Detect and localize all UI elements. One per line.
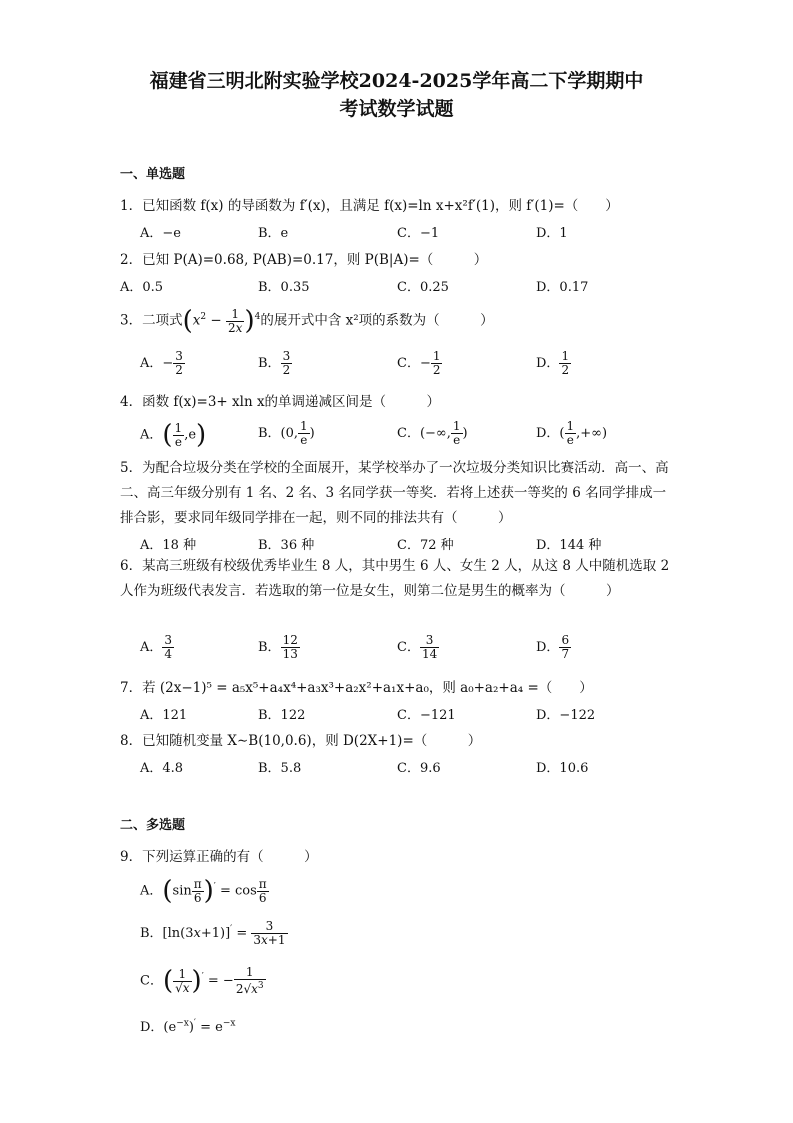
- doc-title-line2: 考试数学试题: [339, 98, 454, 120]
- question-1: 1．已知函数 f(x) 的导函数为 f′(x)，且满足 f(x)=ln x+x²f′(1)，则 f′(1)=（ ）: [120, 198, 619, 214]
- q8-option-a: A．4.8: [140, 761, 184, 776]
- q8-option-b: B．5.8: [258, 761, 302, 776]
- q2-option-c: C．0.25: [397, 280, 449, 295]
- q8-option-c: C．9.6: [397, 761, 441, 776]
- q7-option-a: A．121: [140, 708, 188, 723]
- question-4: 4．函数 f(x)=3+ xln x的单调递减区间是（ ）: [120, 394, 441, 410]
- question-5: 5．为配合垃圾分类在学校的全面展开，某学校举办了一次垃圾分类知识比赛活动．高一、高二、高三年级分别有 1 名、2 名、3 名同学获一等奖．若将上述获一等奖的 6 名同学排成一排合影，要求同年级同学排在一起，则不同的排法共有（ ）: [120, 460, 669, 526]
- q5-option-b: B．36 种: [258, 538, 315, 553]
- q7-option-b: B．122: [258, 708, 306, 723]
- doc-title-line1: 福建省三明北附实验学校2024-2025学年高二下学期期中: [149, 70, 644, 92]
- q3-option-d: D． $\frac{1}{2}$: [536, 349, 570, 377]
- q1-option-a: A．−e: [140, 226, 181, 241]
- q3-option-a: A．− $\frac{3}{2}$: [140, 349, 183, 377]
- question-2: 2．已知 P(A)=0.68, P(AB)=0.17，则 P(B|A)=（ ）: [120, 252, 488, 268]
- q6-option-b: B． $\frac{12}{13}$: [258, 633, 298, 661]
- q4-option-c: C．(−∞, $\frac{1}{e}$ ): [397, 419, 468, 447]
- question-3: 3．二项式($x^2$ − $\frac{1}{2x}$ )$^4$的展开式中含 x²项的系数为（ ）: [120, 306, 494, 336]
- question-7: 7．若 (2x−1)⁵ = a₅x⁵+a₄x⁴+a₃x³+a₂x²+a₁x+a₀，则 a₀+a₂+a₄ =（ ）: [120, 680, 593, 696]
- q7-option-d: D．−122: [536, 708, 596, 723]
- q1-option-c: C．−1: [397, 226, 440, 241]
- q5-option-a: A．18 种: [140, 538, 197, 553]
- q6-option-d: D． $\frac{6}{7}$: [536, 633, 570, 661]
- question-9: 9．下列运算正确的有（ ）: [120, 849, 318, 865]
- question-6: 6．某高三班级有校级优秀毕业生 8 人，其中男生 6 人、女生 2 人，从这 8 人中随机选取 2 人作为班级代表发言．若选取的第一位是女生，则第二位是男生的概率为（ ）: [120, 558, 670, 599]
- q3-option-b: B． $\frac{3}{2}$: [258, 349, 291, 377]
- q2-option-d: D．0.17: [536, 280, 589, 295]
- q9-option-d: D．$(e^{-x})' = e^{-x}$: [140, 1018, 236, 1035]
- q6-option-a: A． $\frac{3}{4}$: [140, 633, 173, 661]
- q2-option-b: B．0.35: [258, 280, 310, 295]
- q1-option-b: B．e: [258, 226, 289, 241]
- q1-option-d: D．1: [536, 226, 568, 241]
- section-single-choice: 一、单选题: [120, 167, 186, 182]
- q3-prefix: 3．二项式: [120, 312, 183, 329]
- q9-option-a: A．(sin $\frac{\pi}{6}$ )′ = cos $\frac{\pi}{6}$: [140, 876, 267, 906]
- q5-option-c: C．72 种: [397, 538, 454, 553]
- q7-option-c: C．−121: [397, 708, 456, 723]
- q4-option-b: B．(0, $\frac{1}{e}$ ): [258, 419, 315, 447]
- q6-option-c: C． $\frac{3}{14}$: [397, 633, 438, 661]
- q4-option-a: A．( $\frac{1}{e}$ ,e): [140, 420, 207, 450]
- q4-option-d: D．( $\frac{1}{e}$ ,+∞): [536, 419, 608, 447]
- q3-option-c: C．− $\frac{1}{2}$: [397, 349, 441, 377]
- question-8: 8．已知随机变量 X∼B(10,0.6)，则 D(2X+1)=（ ）: [120, 733, 482, 749]
- section-multiple-choice: 二、多选题: [120, 818, 186, 833]
- q8-option-d: D．10.6: [536, 761, 589, 776]
- q9-option-b: B．[ln(3x+1)]′ = $\frac{3}{3x+1}$: [140, 919, 286, 947]
- q5-option-d: D．144 种: [536, 538, 602, 553]
- q9-option-c: C．( $\frac{1}{√x}$ )′ = − $\frac{1}{2√x^3}$: [140, 965, 264, 996]
- q2-option-a: A．0.5: [120, 280, 164, 295]
- q3-suffix: 的展开式中含 x²项的系数为（ ）: [260, 312, 494, 329]
